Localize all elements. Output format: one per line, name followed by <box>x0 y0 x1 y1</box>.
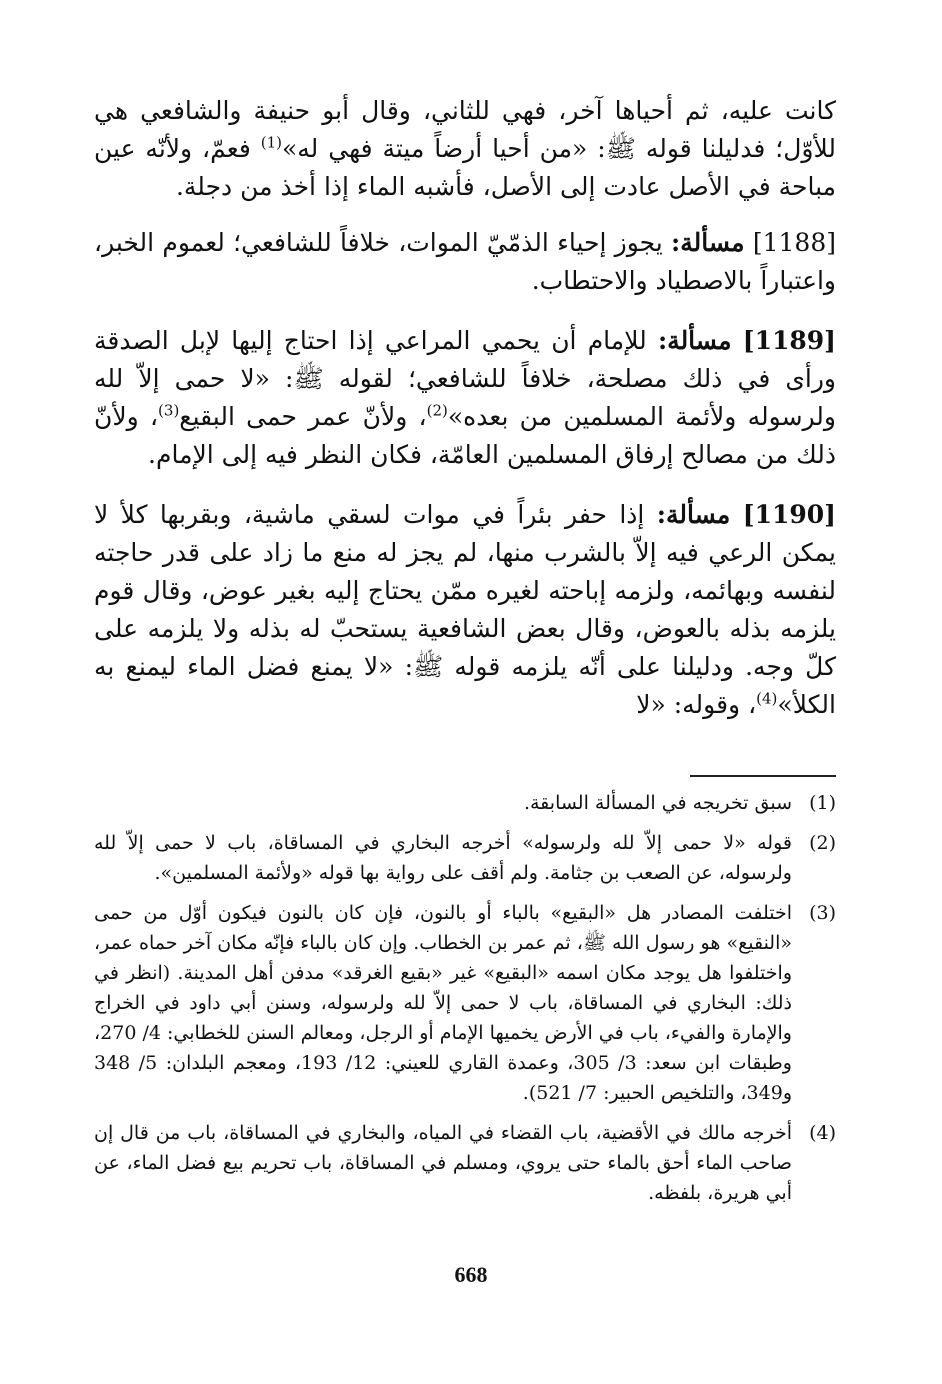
footnote-item <box>94 1118 836 1208</box>
text-run: ، وقوله: «لا <box>636 690 757 719</box>
text-run: كانت عليه، ثم أحياها آخر، فهي للثاني، وقال أبو حنيفة والشافعي هي للأوّل؛ فدليلنا قوله ﷺ: «من أحيا أرضاً ميتة فهي له» <box>94 96 836 163</box>
text-run: يجوز إحياء الذمّيّ الموات، خلافاً للشافعي؛ لعموم الخبر، واعتباراً بالاصطياد والاحتطاب. <box>94 228 836 295</box>
footnote-item <box>94 828 836 888</box>
paragraph-continuation <box>94 92 836 206</box>
issue-number: [1189] <box>742 326 836 355</box>
text-run: ، ولأنّ عمر حمى البقيع <box>179 402 427 431</box>
paragraph-issue-1189 <box>94 322 836 474</box>
text-run: للإمام أن يحمي المراعي إذا احتاج إليها لإبل الصدقة ورأى في ذلك مصلحة، خلافاً للشافعي؛ لقوله ﷺ: «لا حمى إلاّ لله ولرسوله ولأئمة المسلمين من بعده» <box>94 326 836 431</box>
issue-label: مسألة: <box>657 326 732 355</box>
page-number: 668 <box>454 1262 488 1287</box>
paragraph-issue-1188 <box>94 224 836 300</box>
footnote-number: (1) <box>809 792 836 814</box>
footnote-ref-2: (2) <box>426 401 448 420</box>
footnotes <box>94 788 836 1218</box>
issue-label: مسألة: <box>656 500 731 529</box>
main-text <box>94 92 836 746</box>
text-run: ، ولأنّ ذلك من مصالح إرفاق المسلمين العامّة، فكان النظر فيه إلى الإمام. <box>94 402 836 469</box>
issue-number: [1190] <box>742 500 836 529</box>
footnote-separator <box>690 775 836 777</box>
footnote-ref-3: (3) <box>158 401 180 420</box>
footnote-text: قوله «لا حمى إلاّ لله ولرسوله» أخرجه البخاري في المساقاة، باب لا حمى إلاّ لله ولرسوله، عن الصعب بن جثامة. ولم أقف على رواية بها قوله «ولأئمة المسلمين». <box>94 832 792 884</box>
footnote-item <box>94 898 836 1108</box>
paragraph-issue-1190 <box>94 496 836 724</box>
text-run: إذا حفر بئراً في موات لسقي ماشية، وبقربها كلأ لا يمكن الرعي فيه إلاّ بالشرب منها، لم يجز له منع ما زاد على قدر حاجته لنفسه وبهائمه، ولزمه إباحته لغيره ممّن يحتاج إليه بغير عوض، وقال قوم يلزمه بذله بالعوض، وقال بعض الشافعية يستحبّ له بذله ولا يلزمه على كلّ وجه. ودليلنا على أنّه يلزمه قوله ﷺ: «لا يمنع فضل الماء ليمنع به الكلأ» <box>94 500 836 719</box>
footnote-number: (2) <box>809 832 836 854</box>
footnote-item <box>94 788 836 818</box>
footnote-text: أخرجه مالك في الأقضية، باب القضاء في المياه، والبخاري في المساقاة، باب من قال إن صاحب الماء أحق بالماء حتى يروي، ومسلم في المساقاة، باب تحريم بيع فضل الماء، عن أبي هريرة، بلفظه. <box>94 1122 792 1204</box>
issue-number: [1188] <box>752 228 836 257</box>
footnote-ref-1: (1) <box>260 133 282 152</box>
text-run: فعمّ، ولأنّه عين مباحة في الأصل عادت إلى الأصل، فأشبه الماء إذا أخذ من دجلة. <box>94 134 836 201</box>
footnote-number: (4) <box>809 1122 836 1144</box>
footnote-text: سبق تخريجه في المسألة السابقة. <box>523 792 792 814</box>
footnote-number: (3) <box>809 902 836 924</box>
footnote-ref-4: (4) <box>756 689 778 708</box>
issue-label: مسألة: <box>671 228 745 257</box>
footnote-text: اختلفت المصادر هل «البقيع» بالباء أو بالنون، فإن كان بالنون فيكون أوّل من حمى «النقيع» هو رسول الله ﷺ، ثم عمر بن الخطاب. وإن كان بالباء فإنّه مكان آخر حماه عمر، واختلفوا هل يوجد مكان اسمه «البقيع» غير «بقيع الغرقد» مدفن أهل المدينة. (انظر في ذلك: البخاري في المساقاة، باب لا حمى إلاّ لله ولرسوله، وسنن أبي داود في الخراج والإمارة والفيء، باب في الأرض يخميها الإمام أو الرجل، ومعالم السنن للخطابي: 4/ 270، وطبقات ابن سعد: 3/ 305، وعمدة القاري للعيني: 12/ 193، ومعجم البلدان: 5/ 348 و349، والتلخيص الحبير: 7/ 521). <box>94 902 793 1104</box>
